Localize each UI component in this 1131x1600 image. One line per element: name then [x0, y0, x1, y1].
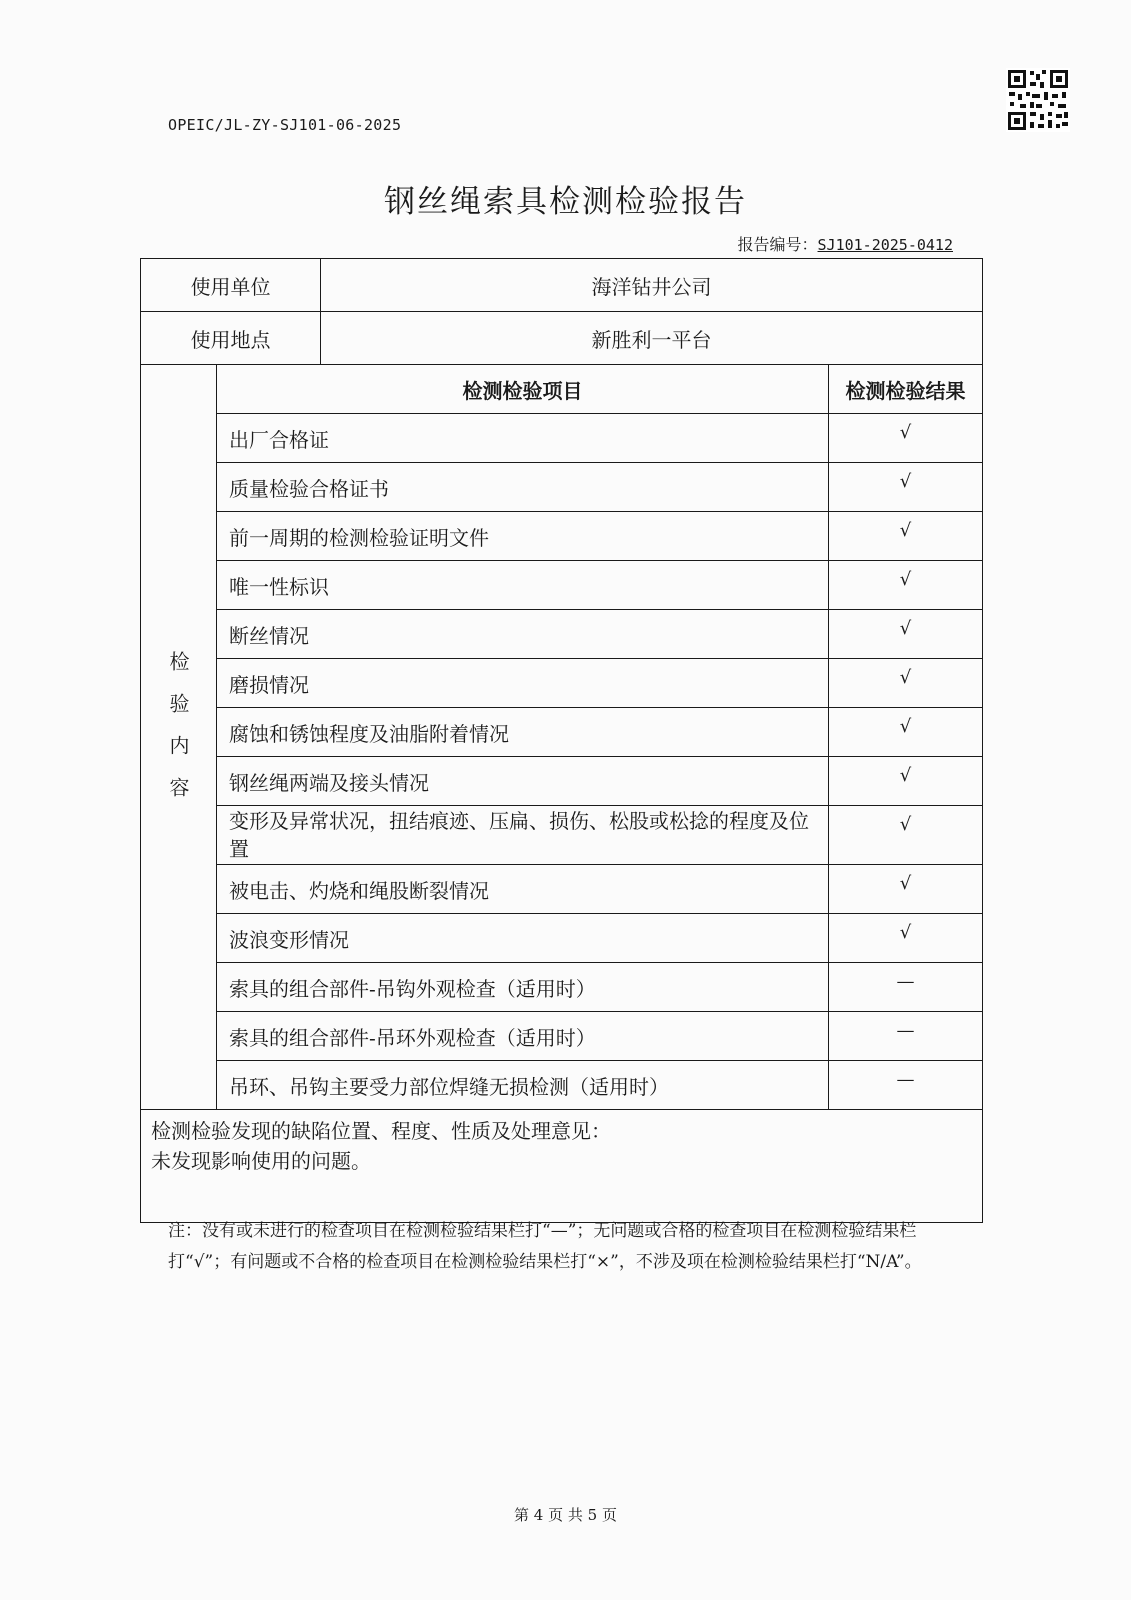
inspection-side-label — [141, 365, 217, 1110]
inspection-result: √ — [829, 463, 983, 512]
inspection-result: √ — [829, 610, 983, 659]
inspection-item: 波浪变形情况 — [217, 914, 829, 963]
inspection-row — [141, 463, 983, 512]
inspection-item: 断丝情况 — [217, 610, 829, 659]
inspection-result: — — [829, 963, 983, 1012]
inspection-result: √ — [829, 806, 983, 865]
inspection-table — [140, 364, 983, 1110]
inspection-row — [141, 806, 983, 865]
inspection-result: √ — [829, 414, 983, 463]
inspection-result: √ — [829, 561, 983, 610]
inspection-item: 索具的组合部件-吊钩外观检查（适用时） — [217, 963, 829, 1012]
location-value: 新胜利一平台 — [321, 312, 983, 365]
qr-code-icon — [1006, 68, 1070, 132]
document-code: OPEIC/JL-ZY-SJ101-06-2025 — [168, 116, 402, 134]
inspection-result: √ — [829, 757, 983, 806]
inspection-item: 磨损情况 — [217, 659, 829, 708]
inspection-result: √ — [829, 659, 983, 708]
inspection-result: √ — [829, 914, 983, 963]
info-table — [140, 258, 983, 365]
findings-table — [140, 1109, 983, 1223]
unit-value: 海洋钻井公司 — [321, 259, 983, 312]
column-header-item: 检测检验项目 — [217, 365, 829, 414]
inspection-result: — — [829, 1012, 983, 1061]
report-number — [738, 232, 953, 255]
findings-row — [141, 1110, 983, 1223]
unit-label: 使用单位 — [141, 259, 321, 312]
findings-cell — [141, 1110, 983, 1223]
inspection-row — [141, 914, 983, 963]
report-number-value: SJ101-2025-0412 — [817, 236, 953, 254]
inspection-item: 腐蚀和锈蚀程度及油脂附着情况 — [217, 708, 829, 757]
report-number-label: 报告编号： — [737, 235, 818, 254]
footnote: 注：没有或未进行的检查项目在检测检验结果栏打“—”；无问题或合格的检查项目在检测检验结果栏打“√”；有问题或不合格的检查项目在检测检验结果栏打“×”，不涉及项在检测检验结果栏打“N/A”。 — [168, 1221, 922, 1272]
inspection-item: 索具的组合部件-吊环外观检查（适用时） — [217, 1012, 829, 1061]
inspection-result: √ — [829, 512, 983, 561]
findings-label: 检测检验发现的缺陷位置、程度、性质及处理意见： — [151, 1119, 611, 1143]
inspection-row — [141, 963, 983, 1012]
report-table-frame — [140, 258, 983, 1223]
location-row — [141, 312, 983, 365]
inspection-row — [141, 414, 983, 463]
inspection-item: 钢丝绳两端及接头情况 — [217, 757, 829, 806]
inspection-item: 出厂合格证 — [217, 414, 829, 463]
side-label-text: 检验内容 — [166, 650, 190, 819]
inspection-row — [141, 561, 983, 610]
inspection-row — [141, 865, 983, 914]
inspection-header-row — [141, 365, 983, 414]
inspection-item: 前一周期的检测检验证明文件 — [217, 512, 829, 561]
column-header-result: 检测检验结果 — [829, 365, 983, 414]
inspection-item: 变形及异常状况，扭结痕迹、压扁、损伤、松股或松捻的程度及位置 — [217, 806, 829, 865]
inspection-result: — — [829, 1061, 983, 1110]
inspection-result: √ — [829, 708, 983, 757]
inspection-row — [141, 708, 983, 757]
inspection-result: √ — [829, 865, 983, 914]
inspection-row — [141, 610, 983, 659]
inspection-row — [141, 659, 983, 708]
unit-row — [141, 259, 983, 312]
inspection-row — [141, 512, 983, 561]
page-number: 第 4 页 共 5 页 — [514, 1506, 617, 1524]
location-label: 使用地点 — [141, 312, 321, 365]
inspection-row — [141, 1012, 983, 1061]
inspection-item: 唯一性标识 — [217, 561, 829, 610]
report-title: 钢丝绳索具检测检验报告 — [384, 184, 747, 220]
inspection-row — [141, 757, 983, 806]
inspection-item: 吊环、吊钩主要受力部位焊缝无损检测（适用时） — [217, 1061, 829, 1110]
inspection-item: 质量检验合格证书 — [217, 463, 829, 512]
inspection-row — [141, 1061, 983, 1110]
inspection-item: 被电击、灼烧和绳股断裂情况 — [217, 865, 829, 914]
findings-text: 未发现影响使用的问题。 — [151, 1149, 371, 1173]
